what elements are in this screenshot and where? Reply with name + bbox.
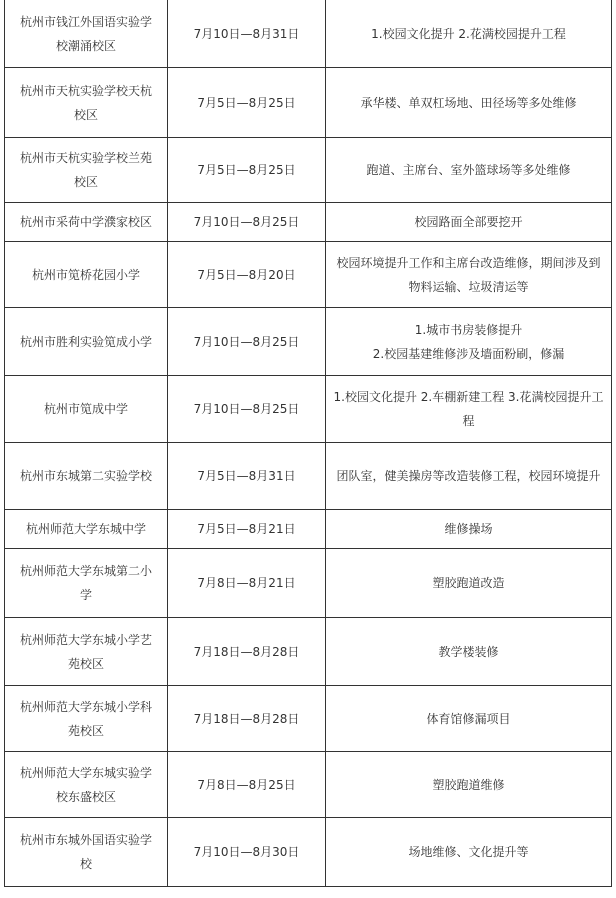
school-name-cell: 杭州师范大学东城小学科苑校区 <box>5 686 168 752</box>
work-content-line: 跑道、主席台、室外篮球场等多处维修 <box>366 163 571 177</box>
period-cell: 7月10日—8月31日 <box>168 0 326 68</box>
work-content-line: 校园路面全部要挖开 <box>414 215 523 229</box>
period-cell: 7月5日—8月25日 <box>168 68 326 138</box>
period-cell: 7月10日—8月25日 <box>168 203 326 242</box>
table-row <box>5 549 612 618</box>
table-row <box>5 510 612 549</box>
school-name-cell: 杭州市胜利实验笕成小学 <box>5 308 168 376</box>
period-cell: 7月5日—8月21日 <box>168 510 326 549</box>
work-content-line: 塑胶跑道改造 <box>432 576 505 590</box>
period-cell: 7月8日—8月25日 <box>168 752 326 818</box>
table-row <box>5 203 612 242</box>
work-content-cell <box>326 138 612 203</box>
work-content-cell <box>326 242 612 308</box>
work-content-cell <box>326 308 612 376</box>
table-row <box>5 618 612 686</box>
school-name-cell: 杭州师范大学东城第二小学 <box>5 549 168 618</box>
period-cell: 7月18日—8月28日 <box>168 686 326 752</box>
period-cell: 7月18日—8月28日 <box>168 618 326 686</box>
work-content-cell <box>326 510 612 549</box>
work-content-cell <box>326 443 612 510</box>
period-cell: 7月8日—8月21日 <box>168 549 326 618</box>
work-content-cell <box>326 618 612 686</box>
school-name-cell: 杭州市采荷中学濮家校区 <box>5 203 168 242</box>
work-content-line: 教学楼装修 <box>438 644 499 659</box>
table-row <box>5 818 612 887</box>
work-content-line: 1.城市书房装修提升 <box>414 322 523 337</box>
school-name-cell: 杭州市天杭实验学校兰苑校区 <box>5 138 168 203</box>
construction-schedule-table <box>4 0 612 887</box>
work-content-cell <box>326 376 612 443</box>
school-name-cell: 杭州市东城外国语实验学校 <box>5 818 168 887</box>
school-name-cell: 杭州师范大学东城小学艺苑校区 <box>5 618 168 686</box>
work-content-line: 团队室，健美操房等改造装修工程，校园环境提升 <box>336 469 601 483</box>
table-row <box>5 138 612 203</box>
period-cell: 7月5日—8月25日 <box>168 138 326 203</box>
table-row <box>5 752 612 818</box>
school-name-cell: 杭州师范大学东城实验学校东盛校区 <box>5 752 168 818</box>
work-content-cell <box>326 818 612 887</box>
period-cell: 7月5日—8月31日 <box>168 443 326 510</box>
school-name-cell: 杭州师范大学东城中学 <box>5 510 168 549</box>
school-name-cell: 杭州市笕成中学 <box>5 376 168 443</box>
work-content-line: 塑胶跑道维修 <box>432 777 505 792</box>
work-content-cell <box>326 752 612 818</box>
school-name-cell: 杭州市东城第二实验学校 <box>5 443 168 510</box>
table-row <box>5 376 612 443</box>
table-row <box>5 242 612 308</box>
work-content-line: 1.校园文化提升 2.花满校园提升工程 <box>371 26 566 41</box>
table-row <box>5 686 612 752</box>
school-name-cell: 杭州市天杭实验学校天杭校区 <box>5 68 168 138</box>
work-content-cell <box>326 686 612 752</box>
work-content-cell <box>326 203 612 242</box>
work-content-cell <box>326 0 612 68</box>
work-content-line: 校园环境提升工作和主席台改造维修，期间涉及到物料运输、垃圾清运等 <box>336 255 601 294</box>
work-content-cell <box>326 68 612 138</box>
table-row <box>5 0 612 68</box>
school-name-cell: 杭州市钱江外国语实验学校潮涌校区 <box>5 0 168 68</box>
work-content-line: 体育馆修漏项目 <box>426 711 511 726</box>
work-content-line: 维修操场 <box>444 522 493 536</box>
table-row <box>5 308 612 376</box>
work-content-line: 1.校园文化提升 2.车棚新建工程 3.花满校园提升工程 <box>333 390 604 428</box>
work-content-line: 2.校园基建维修涉及墙面粉刷，修漏 <box>372 346 565 361</box>
school-name-cell: 杭州市笕桥花园小学 <box>5 242 168 308</box>
period-cell: 7月10日—8月30日 <box>168 818 326 887</box>
work-content-cell <box>326 549 612 618</box>
period-cell: 7月10日—8月25日 <box>168 308 326 376</box>
table-body <box>5 0 612 887</box>
table-row <box>5 68 612 138</box>
table-row <box>5 443 612 510</box>
period-cell: 7月10日—8月25日 <box>168 376 326 443</box>
period-cell: 7月5日—8月20日 <box>168 242 326 308</box>
work-content-line: 场地维修、文化提升等 <box>408 845 529 859</box>
work-content-line: 承华楼、单双杠场地、田径场等多处维修 <box>360 95 577 110</box>
